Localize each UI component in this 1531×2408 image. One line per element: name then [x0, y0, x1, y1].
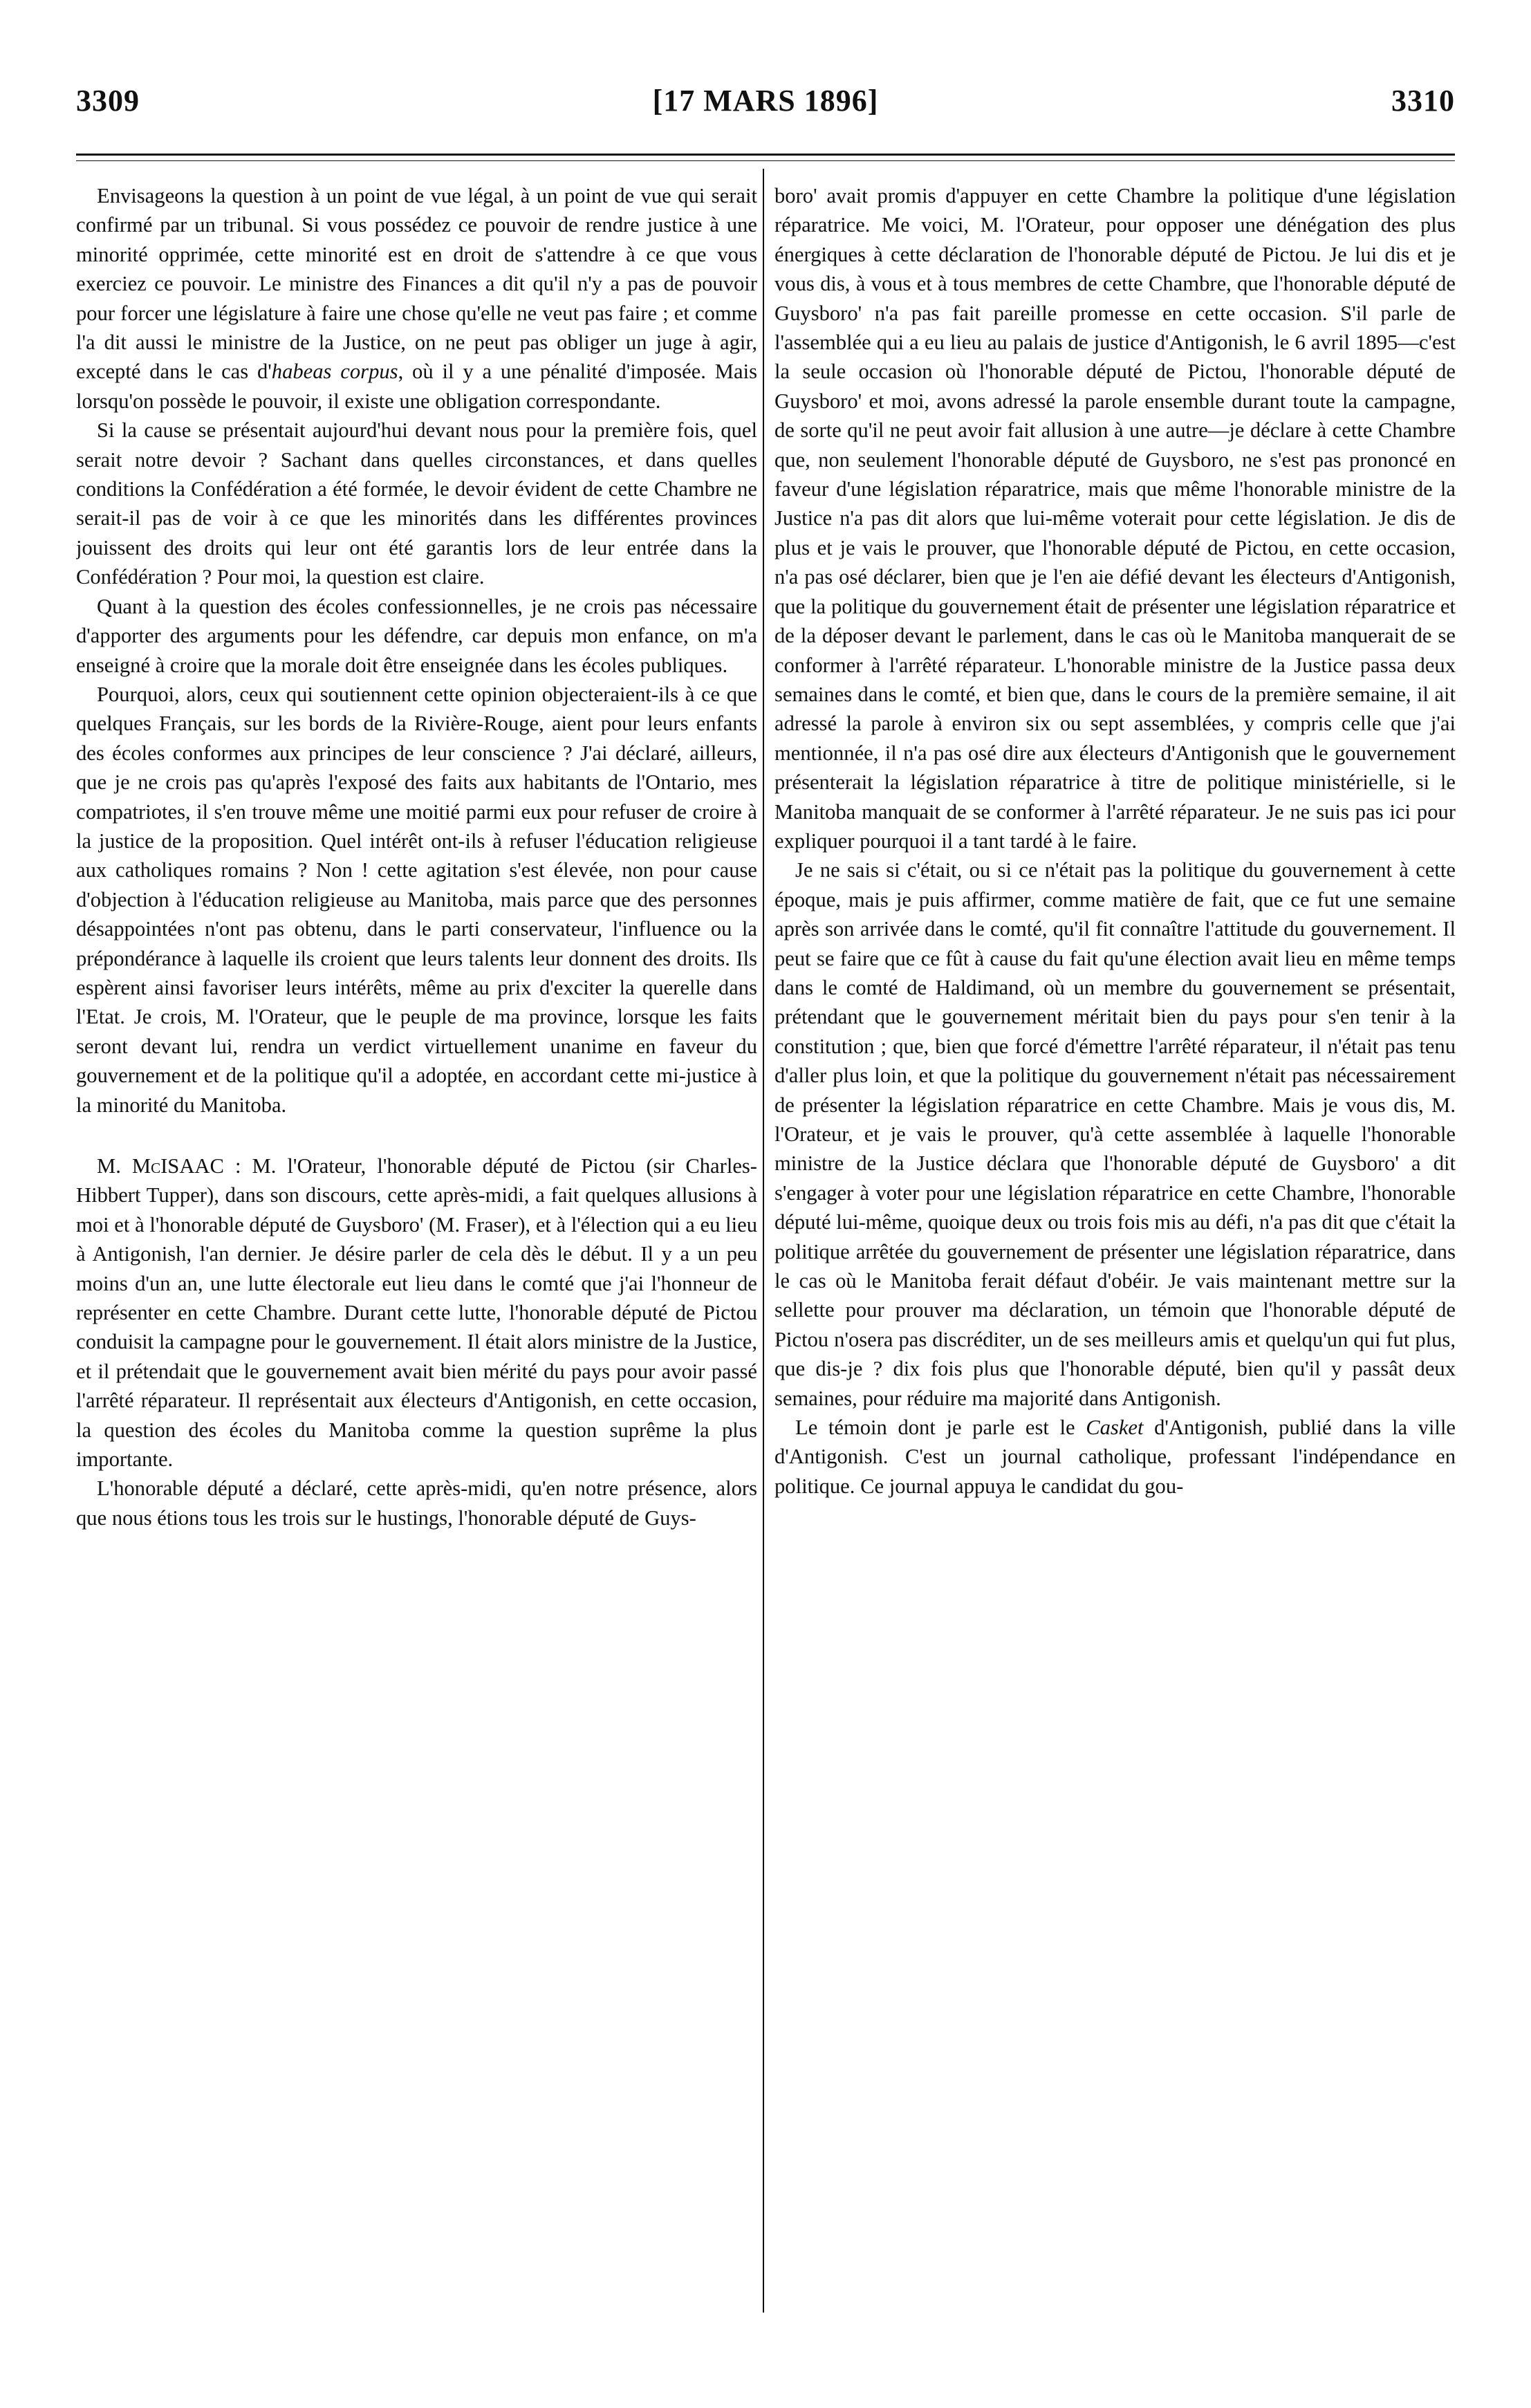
page-header — [76, 83, 1455, 124]
paragraph: L'honorable député a déclaré, cette après-midi, qu'en notre présence, alors que nous étions tous les trois sur le hustings, l'honorable député de Guys- — [76, 1476, 757, 1530]
paragraph-text: Le témoin dont je parle est le — [795, 1416, 1086, 1440]
header-rule-thick — [76, 154, 1455, 156]
page-number-left: 3309 — [76, 84, 140, 118]
column-divider — [763, 169, 764, 2313]
italic-term: habeas corpus — [271, 360, 398, 384]
paragraph — [76, 181, 757, 416]
header-date: [17 MARS 1896] — [652, 84, 879, 118]
left-column — [76, 181, 757, 2297]
paragraph — [774, 1413, 1456, 1501]
page-number-right: 3310 — [1391, 84, 1455, 118]
paragraph-text: Envisageons la question à un point de vue légal, à un point de vue qui serait confirmé par un tribunal. Si vous possédez ce pouvoir de rendre justice à une minorité opprimée, cette minorité est en droit de s'attendre à ce que vous exerciez ce pouvoir. Le ministre des Finances a dit qu'il n'y a pas de pouvoir pour forcer une législature à faire une chose qu'elle ne veut pas faire ; et comme l'a dit aussi le ministre de la Justice, on ne peut pas obliger un juge à agir, excepté dans le cas d' — [76, 184, 757, 384]
paragraph-text: : M. l'Orateur, l'honorable député de Pictou (sir Charles-Hibbert Tupper), dans son discours, cette après-midi, a fait quelques allusions à moi et à l'honorable député de Guysboro' (M. Fraser), et à l'élection qui a eu lieu à Antigonish, l'an dernier. Je désire parler de cela dès le début. Il y a un peu moins d'un an, une lutte électorale eut lieu dans le comté que j'ai l'honneur de représenter en cette Chambre. Durant cette lutte, l'honorable député de Pictou conduisit la campagne pour le gouvernement. Il était alors ministre de la Justice, et il prétendait que le gouvernement avait bien mérité du pays pour avoir passé l'arrêté réparateur. Il représentait aux électeurs d'Antigonish, en cette occasion, la question des écoles du Manitoba comme la question suprême la plus importante. — [76, 1154, 757, 1472]
speech-paragraph — [76, 1151, 757, 1474]
paragraph-text: , où il y a une pénalité d'imposée. Mais lorsqu'on possède le pouvoir, il existe une obligation correspondante. — [76, 360, 757, 413]
header-rule-thin — [76, 160, 1455, 161]
paragraph: Quant à la question des écoles confessionnelles, je ne crois pas nécessaire d'apporter des arguments pour les défendre, car depuis mon enfance, on m'a enseigné à croire que la morale doit être enseignée dans les écoles publiques. — [76, 594, 757, 677]
paragraph: Je ne sais si c'était, ou si ce n'était pas la politique du gouvernement à cette époque, mais je puis affirmer, comme matière de fait, que ce fut une semaine après son arrivée dans le comté, qu'il fit connaître l'attitude du gouvernement. Il peut se faire que ce fût à cause du fait qu'une élection avait lieu en même temps dans le comté de Haldimand, où un membre du gouvernement se présentait, prétendant que le gouvernement méritait bien du pays pour s'en tenir à la constitution ; que, bien que forcé d'émettre l'arrêté réparateur, il n'était pas tenu d'aller plus loin, et que la politique du gouvernement n'était pas nécessairement de présenter la législation réparatrice en cette Chambre. Mais je vous dis, M. l'Orateur, et je vais le prouver, qu'à cette assemblée à laquelle l'honorable ministre de la Justice déclara que l'honorable député de Guysboro' a dit s'engager à voter pour une législation réparatrice en cette Chambre, l'honorable député lui-même, quoique deux ou trois fois mis au défi, n'a pas dit que c'était la politique arrêtée du gouvernement de présenter une législation réparatrice, dans le cas où le Manitoba ferait défaut d'obéir. Je vais maintenant mettre sur la sellette pour prouver ma déclaration, un témoin que l'honorable député de Pictou n'osera pas discréditer, un de ses meilleurs amis et quelqu'un qui fut plus, que dis-je ? dix fois plus que l'honorable député, bien qu'il y passât deux semaines, pour réduire ma majorité dans Antigonish. — [774, 858, 1456, 1410]
paragraph-text: d'Antigonish, publié dans la ville d'Antigonish. C'est un journal catholique, professant l'indépendance en politique. Ce journal appuya le candidat du gou- — [774, 1416, 1456, 1498]
right-column — [774, 181, 1456, 2297]
italic-term: Casket — [1086, 1416, 1144, 1440]
paragraph: Si la cause se présentait aujourd'hui devant nous pour la première fois, quel serait notre devoir ? Sachant dans quelles circonstances, et dans quelles conditions la Confédération a été formée, le devoir évident de cette Chambre ne serait-il pas de voir à ce que les minorités dans les différentes provinces jouissent des droits qui leur ont été garantis lors de leur entrée dans la Confédération ? Pour moi, la question est claire. — [76, 418, 757, 589]
speaker-name: M. McISAAC — [97, 1154, 224, 1178]
paragraph: Pourquoi, alors, ceux qui soutiennent cette opinion objecteraient-ils à ce que quelques Français, sur les bords de la Rivière-Rouge, aient pour leurs enfants des écoles conformes aux principes de leur conscience ? J'ai déclaré, ailleurs, que je ne crois pas qu'après l'exposé des faits aux habitants de l'Ontario, mes compatriotes, il s'en trouve même une moitié parmi eux pour refuser de croire à la justice de la proposition. Quel intérêt ont-ils à refuser l'éducation religieuse aux catholiques romains ? Non ! cette agitation s'est élevée, non pour cause d'objection à l'éducation religieuse au Manitoba, mais parce que des personnes désappointées n'ont pas obtenu, dans le parti conservateur, l'influence ou la prépondérance à laquelle ils croient que leurs talents leur donnent des droits. Ils espèrent ainsi favoriser leurs intérêts, même au prix d'exciter la querelle dans l'Etat. Je crois, M. l'Orateur, que le peuple de ma province, lorsque les faits seront devant lui, rendra un verdict virtuellement unanime en faveur du gouvernement et de la politique qu'il a adoptée, en accordant cette mi-justice à la minorité du Manitoba. — [76, 682, 757, 1117]
paragraph: boro' avait promis d'appuyer en cette Chambre la politique d'une législation réparatrice. Me voici, M. l'Orateur, pour opposer une dénégation des plus énergiques à cette déclaration de l'honorable député de Pictou. Je lui dis et je vous dis, à vous et à tous membres de cette Chambre, que l'honorable député de Guysboro' n'a pas fait pareille promesse en cette occasion. S'il parle de l'assemblée qui a eu lieu au palais de justice d'Antigonish, le 6 avril 1895—c'est la seule occasion où l'honorable député de Pictou, l'honorable député de Guysboro' et moi, avons adressé la parole ensemble durant toute la campagne, de sorte qu'il ne peut avoir fait allusion à une autre—je déclare à cette Chambre que, non seulement l'honorable député de Guysboro, ne s'est pas prononcé en faveur d'une législation réparatrice, mais que même l'honorable ministre de la Justice n'a pas dit alors que lui-même voterait pour cette législation. Je dis de plus et je vais le prouver, que l'honorable député de Pictou, en cette occasion, n'a pas osé déclarer, bien que je l'en aie défié devant les électeurs d'Antigonish, que la politique du gouvernement était de présenter une législation réparatrice et de la déposer devant le parlement, dans le cas où le Manitoba manquerait de se conformer à l'arrêté réparateur. L'honorable ministre de la Justice passa deux semaines dans le comté, et bien que, dans le cours de la première semaine, il ait adressé la parole à environ six ou sept assemblées, y compris celle que j'ai mentionnée, il n'a pas osé dire aux électeurs d'Antigonish que le gouvernement présenterait la législation réparatrice à titre de politique ministérielle, si le Manitoba manquait de se conformer à l'arrêté réparateur. Je ne suis pas ici pour expliquer pourquoi il a tant tardé à le faire. — [774, 184, 1456, 853]
